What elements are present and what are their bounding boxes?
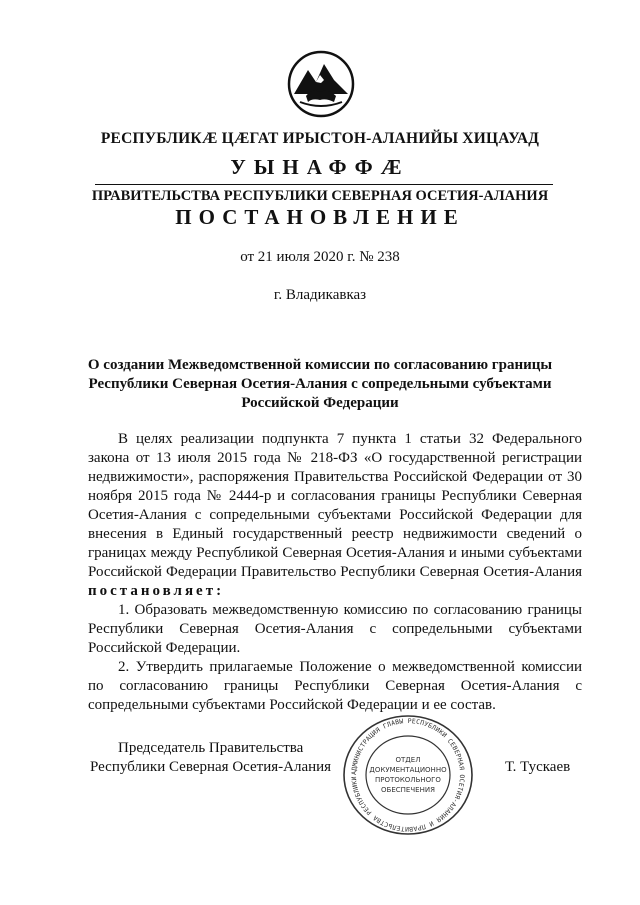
- ossetian-republic-heading: РЕСПУБЛИКӔ ЦӔГАТ ИРЫСТОН-АЛАНИЙЫ ХИЦАУАД: [100, 130, 540, 147]
- stamp-ring-text: АДМИНИСТРАЦИЯ ГЛАВЫ РЕСПУБЛИКИ СЕВЕРНАЯ ОСЕТИЯ-АЛАНИЯ И ПРАВИТЕЛЬСТВА РЕСПУБЛИКИ: [349, 716, 467, 834]
- coat-of-arms-icon: [286, 50, 356, 118]
- position-line-1: Председатель Правительства: [118, 740, 304, 756]
- resolves-word: постановляет:: [88, 583, 225, 599]
- ossetian-doc-type: УЫНАФФӔ: [230, 155, 410, 179]
- intro-paragraph: [88, 430, 582, 601]
- city: г. Владикавказ: [273, 287, 367, 303]
- item-2: 2. Утвердить прилагаемые Положение о межведомственной комиссии по согласованию границы Республики Северная Осетия-Алания с сопредельными субъектами Российской Федерации и ее состав.: [88, 659, 582, 713]
- government-heading: ПРАВИТЕЛЬСТВА РЕСПУБЛИКИ СЕВЕРНАЯ ОСЕТИЯ-АЛАНИЯ: [91, 188, 549, 204]
- document-body: [88, 430, 582, 715]
- date-number: от 21 июля 2020 г. № 238: [240, 249, 400, 265]
- intro-text: В целях реализации подпункта 7 пункта 1 статьи 32 Федерального закона от 13 июля 2015 года № 218-ФЗ «О государственной регистрации недвижимости», распоряжения Правительства Российской Федерации от 30 ноября 2015 года № 2444-р и согласования границы Республики Северная Осетия-Алания с сопредельными субъектами Российской Федерации для внесения в Единый государственный реестр недвижимости сведений о границах между Республикой Северная Осетия-Алания и иными субъектами Российской Федерации Правительство Республики Северная Осетия-Алания: [88, 431, 582, 580]
- stamp-line-3: ПРОТОКОЛЬНОГО: [375, 776, 441, 784]
- signatory-position: [90, 739, 331, 777]
- stamp-line-1: ОТДЕЛ: [395, 756, 421, 764]
- document-title: О создании Межведомственной комиссии по согласованию границы Республики Северная Осетия-Алания с сопредельными субъектами Российской Федерации: [87, 357, 553, 411]
- item-1: 1. Образовать межведомственную комиссию по согласованию границы Республики Северная Осетия-Алания с сопредельными субъектами Российской Федерации.: [88, 602, 582, 656]
- stamp-line-2: ДОКУМЕНТАЦИОННО: [369, 766, 447, 774]
- svg-text:АДМИНИСТРАЦИЯ ГЛАВЫ РЕСПУБЛИКИ: [350, 717, 466, 833]
- signatory-name: Т. Тускаев: [505, 759, 571, 775]
- official-seal-icon: [340, 712, 476, 838]
- stamp-line-4: ОБЕСПЕЧЕНИЯ: [381, 786, 435, 794]
- doc-type-heading: ПОСТАНОВЛЕНИЕ: [175, 205, 465, 229]
- header-divider: [95, 184, 553, 185]
- position-line-2: Республики Северная Осетия-Алания: [90, 759, 332, 775]
